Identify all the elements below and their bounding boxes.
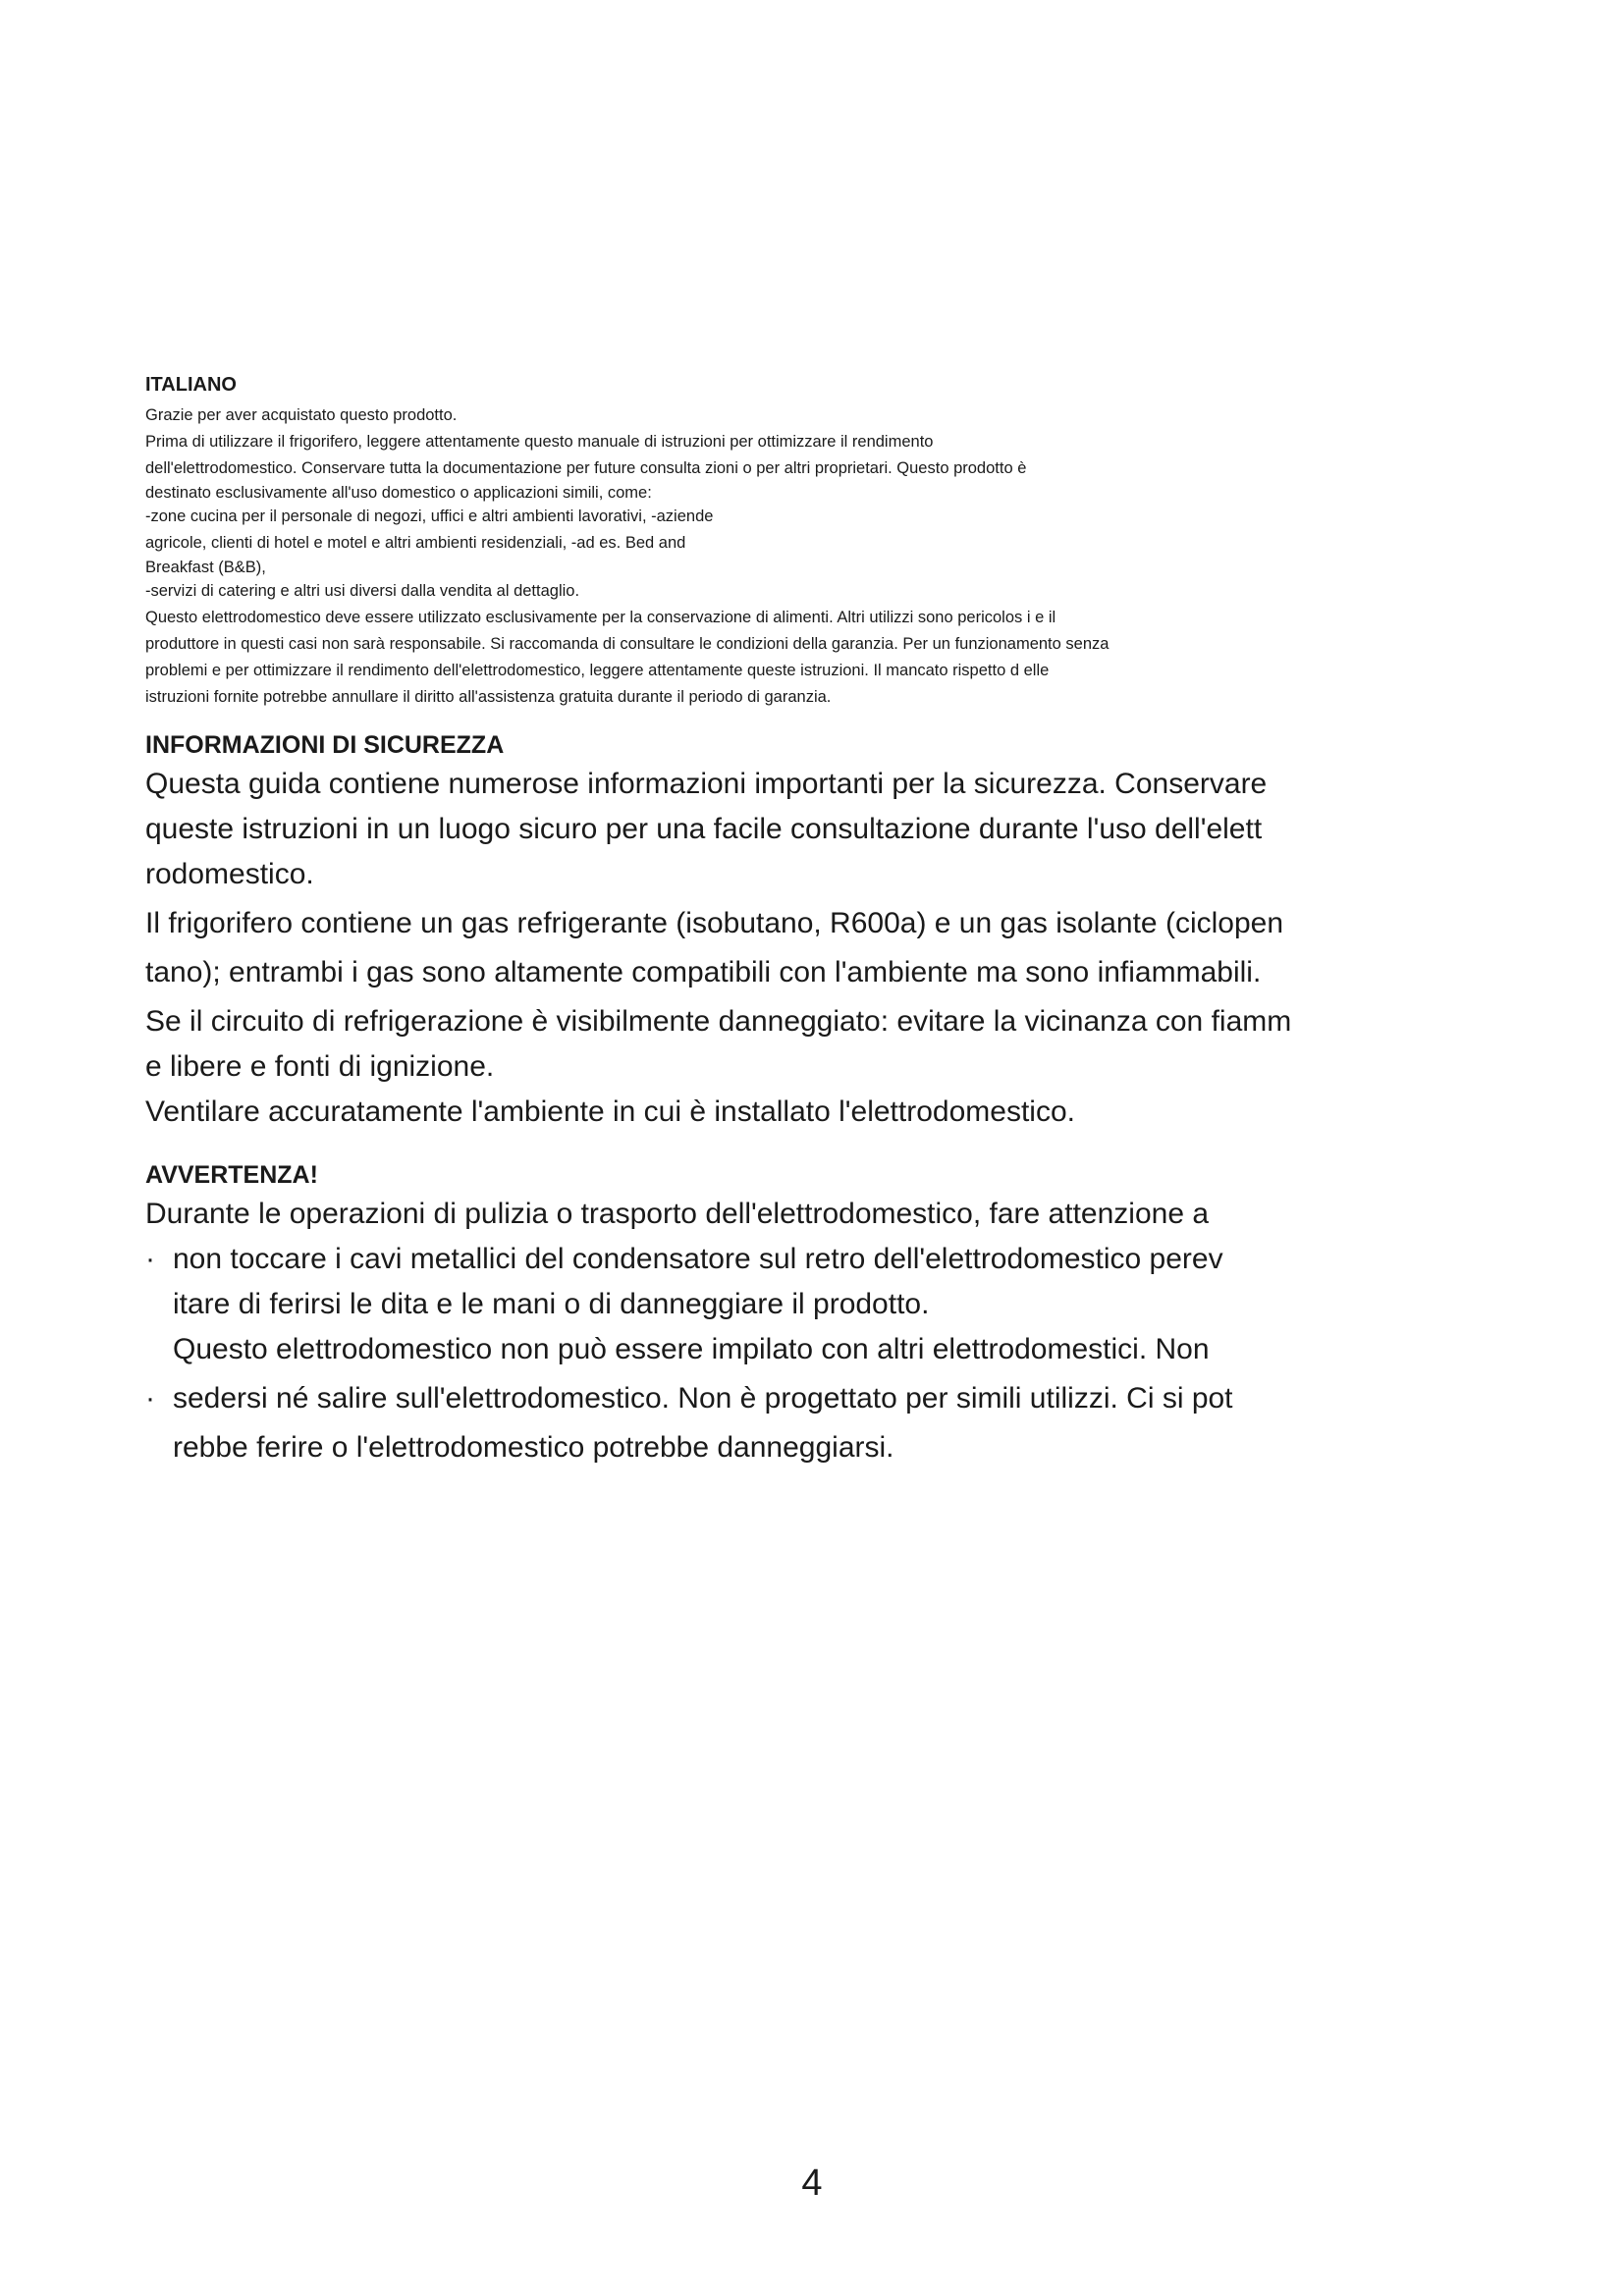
intro-line: problemi e per ottimizzare il rendimento dell'elettrodomestico, leggere attentamente queste istruzioni. Il mancato rispetto d elle [145, 662, 1050, 679]
safety-line: queste istruzioni in un luogo sicuro per una facile consultazione durante l'uso dell'elett [145, 813, 1263, 845]
page-number: 4 [801, 2163, 823, 2204]
bullet-line: Questo elettrodomestico non può essere impilato con altri elettrodomestici. Non [173, 1333, 1210, 1365]
bullet-line: itare di ferirsi le dita e le mani o di danneggiare il prodotto. [173, 1288, 930, 1320]
bullet-dot-icon: · [145, 1243, 155, 1275]
intro-line: Prima di utilizzare il frigorifero, leggere attentamente questo manuale di istruzioni per ottimizzare il rendimento [145, 433, 934, 451]
safety-heading: INFORMAZIONI DI SICUREZZA [145, 731, 505, 759]
intro-line: Breakfast (B&B), [145, 559, 266, 576]
intro-line: produttore in questi casi non sarà responsabile. Si raccomanda di consultare le condizioni della garanzia. Per un funzionamento senza [145, 635, 1110, 653]
warning-bullet-item [145, 1376, 1412, 1470]
intro-line: agricole, clienti di hotel e motel e altri ambienti residenziali, -ad es. Bed and [145, 534, 686, 552]
safety-line: tano); entrambi i gas sono altamente compatibili con l'ambiente ma sono infiammabili. [145, 956, 1262, 988]
bullet-line: sedersi né salire sull'elettrodomestico. Non è progettato per simili utilizzi. Ci si pot [173, 1382, 1233, 1415]
language-heading: ITALIANO [145, 374, 237, 396]
safety-text [145, 762, 1412, 1135]
intro-line: -servizi di catering e altri usi diversi dalla vendita al dettaglio. [145, 582, 580, 600]
page-content [145, 371, 1412, 1470]
bullet-line: non toccare i cavi metallici del condensatore sul retro dell'elettrodomestico perev [173, 1243, 1223, 1275]
safety-line: Il frigorifero contiene un gas refrigerante (isobutano, R600a) e un gas isolante (ciclopen [145, 907, 1284, 939]
safety-line: Questa guida contiene numerose informazioni importanti per la sicurezza. Conservare [145, 768, 1268, 800]
warning-intro: Durante le operazioni di pulizia o trasporto dell'elettrodomestico, fare attenzione a [145, 1198, 1210, 1230]
safety-line: e libere e fonti di ignizione. [145, 1050, 495, 1083]
safety-line: Se il circuito di refrigerazione è visibilmente danneggiato: evitare la vicinanza con fiamm [145, 1005, 1292, 1038]
safety-line: Ventilare accuratamente l'ambiente in cui è installato l'elettrodomestico. [145, 1095, 1075, 1128]
intro-line: Questo elettrodomestico deve essere utilizzato esclusivamente per la conservazione di alimenti. Altri utilizzi sono pericolos i e il [145, 609, 1056, 626]
intro-paragraph [145, 402, 1412, 711]
safety-line: rodomestico. [145, 858, 314, 890]
warning-bullet-item [145, 1237, 1412, 1372]
intro-line: -zone cucina per il personale di negozi, uffici e altri ambienti lavorativi, -aziende [145, 507, 714, 525]
bullet-dot-icon: · [145, 1382, 155, 1415]
intro-line: istruzioni fornite potrebbe annullare il diritto all'assistenza gratuita durante il periodo di garanzia. [145, 688, 832, 706]
intro-line: dell'elettrodomestico. Conservare tutta la documentazione per future consulta zioni o per altri proprietari. Questo prodotto è [145, 459, 1027, 477]
warning-heading: AVVERTENZA! [145, 1161, 318, 1189]
intro-line: destinato esclusivamente all'uso domestico o applicazioni simili, come: [145, 484, 652, 502]
bullet-line: rebbe ferire o l'elettrodomestico potrebbe danneggiarsi. [173, 1431, 894, 1464]
intro-line: Grazie per aver acquistato questo prodotto. [145, 406, 458, 424]
